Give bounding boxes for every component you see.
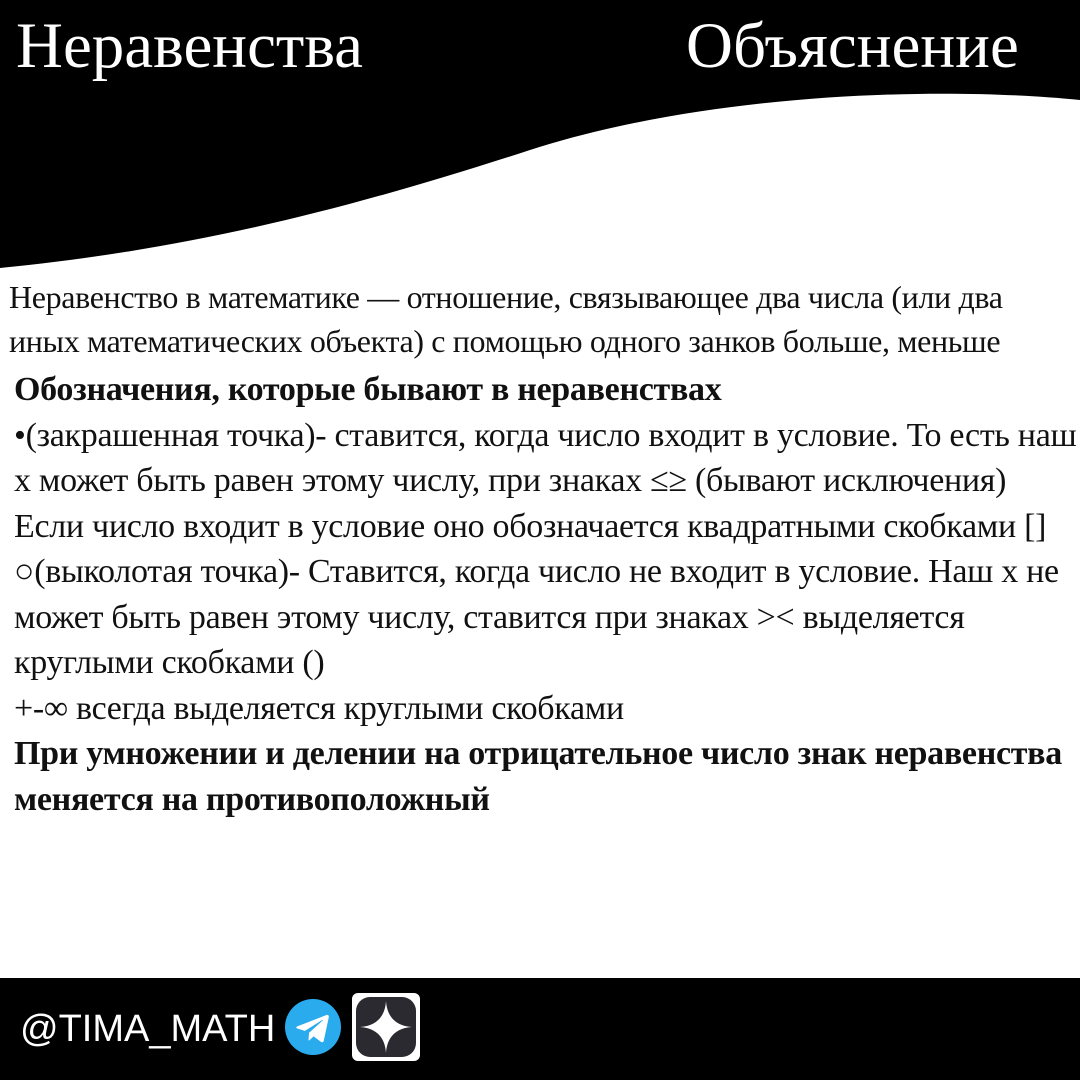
account-handle[interactable]: @TIMA_MATH <box>20 1008 276 1050</box>
sign-rule-paragraph: При умножении и делении на отрицательное число знак неравенства меняется на противоположный <box>14 735 1062 818</box>
notations-heading: Обозначения, которые бывают в неравенствах <box>14 371 722 408</box>
title-inequalities: Неравенства <box>16 10 364 82</box>
footer-bar <box>0 978 1080 1080</box>
intro-paragraph: Неравенство в математике — отношение, связывающее два числа (или два иных математических объекта) с помощью одного занков больше, меньше <box>9 279 1003 359</box>
filled-point-paragraph: •(закрашенная точка)- ставится, когда число входит в условие. То есть наш х может быть равен этому числу, при знаках ≤≥ (бывают исключения) <box>14 416 1077 499</box>
telegram-icon[interactable] <box>284 998 342 1056</box>
content-area <box>0 276 1080 822</box>
square-brackets-paragraph: Если число входит в условие оно обозначается квадратными скобками [] <box>14 507 1047 545</box>
infinity-paragraph: +-∞ всегда выделяется круглыми скобками <box>14 689 624 727</box>
open-point-paragraph: ○(выколотая точка)- Ставится, когда число не входит в условие. Наш х не может быть равен этому числу, ставится при знаках >< выделяется круглыми скобками () <box>14 553 1059 681</box>
notations-block <box>0 367 1080 822</box>
zen-icon[interactable] <box>352 993 420 1061</box>
title-explanation: Объяснение <box>686 10 1019 82</box>
